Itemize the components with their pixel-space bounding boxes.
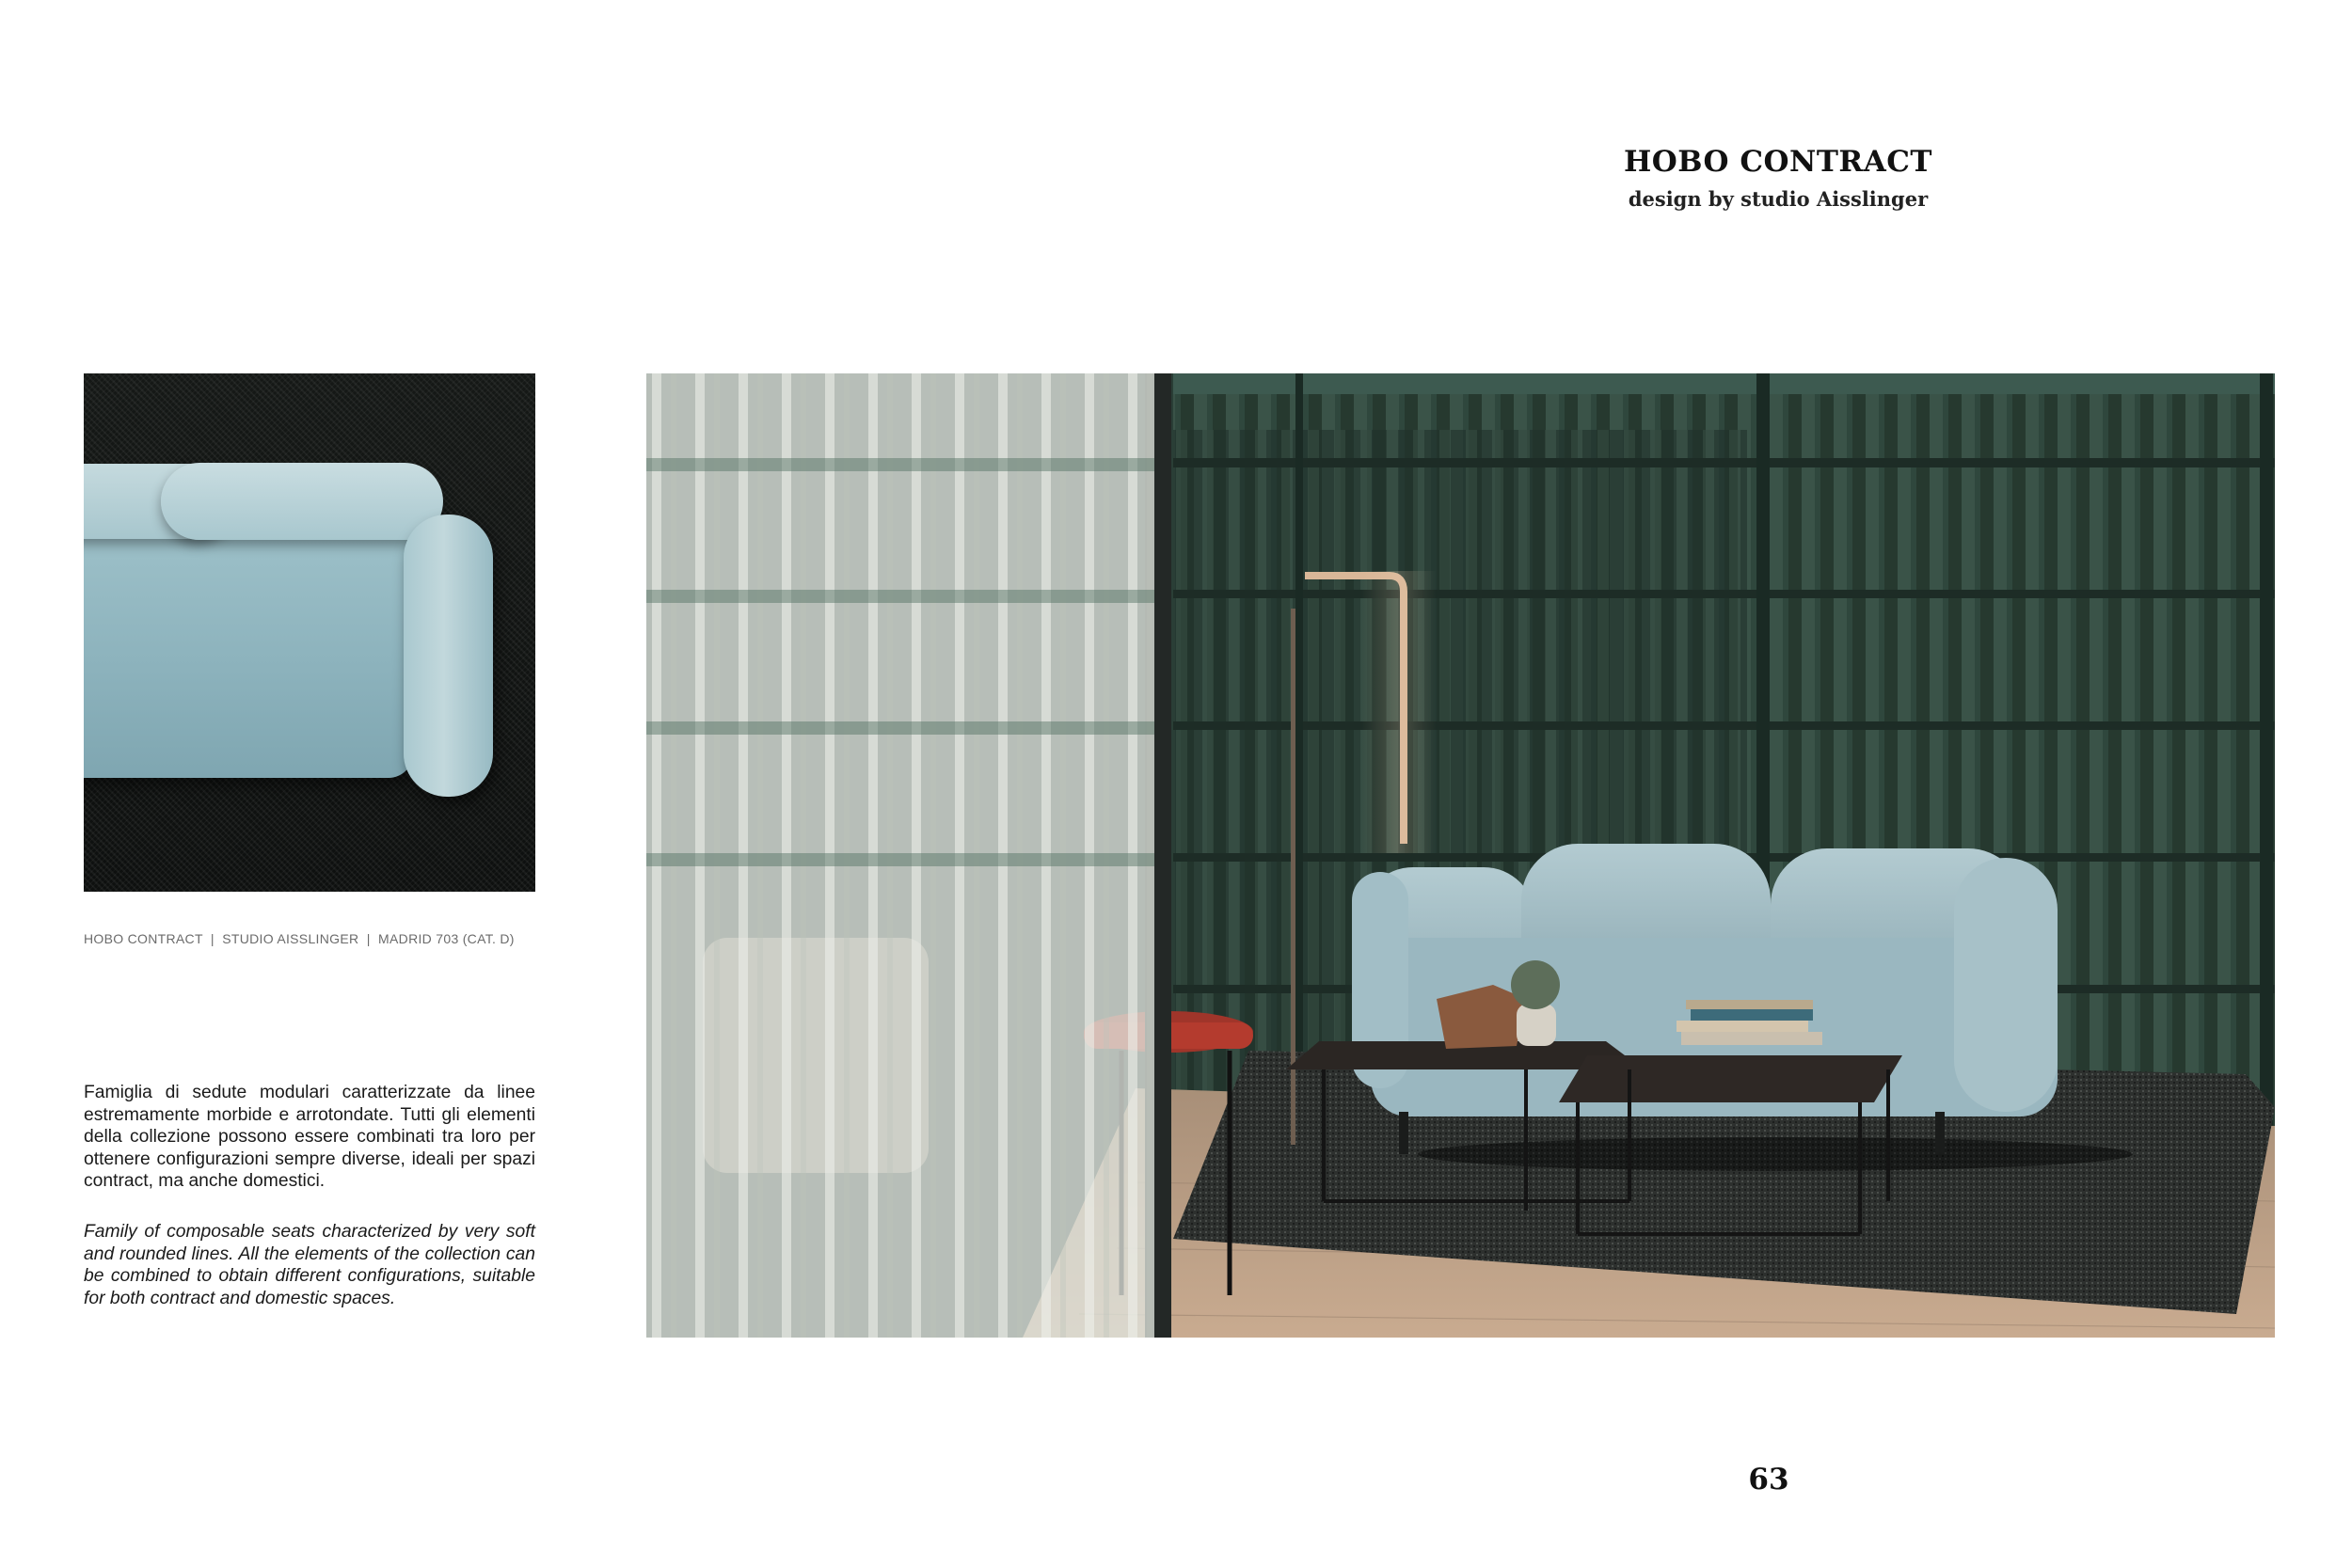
product-caption: HOBO CONTRACT | STUDIO AISSLINGER | MADRID 703 (CAT. D) (84, 931, 515, 946)
designer-subtitle: design by studio Aisslinger (1628, 186, 1929, 211)
header (1543, 146, 2013, 211)
page-title: HOBO CONTRACT (1623, 145, 1932, 179)
page-number: 63 (1748, 1463, 1789, 1497)
interior-scene (646, 373, 2275, 1338)
description-english: Family of composable seats characterized by very soft and rounded lines. All the elements of the collection can be combined to obtain different configurations, suitable for both contract and domestic spaces. (84, 1222, 535, 1308)
sofa-top-view-image (84, 373, 535, 892)
interior-photo (646, 373, 2275, 1338)
sofa-backrest-right (161, 463, 443, 540)
sofa-seat (84, 515, 413, 778)
sofa-armrest (404, 515, 493, 797)
description-italian: Famiglia di sedute modulari caratterizzate da linee estremamente morbide e arrotondate. Tutti gli elementi della collezione possono essere combinati tra loro per ottenere configurazioni sempre diverse, ideali per spazi contract, ma anche domestici. (84, 1083, 535, 1191)
